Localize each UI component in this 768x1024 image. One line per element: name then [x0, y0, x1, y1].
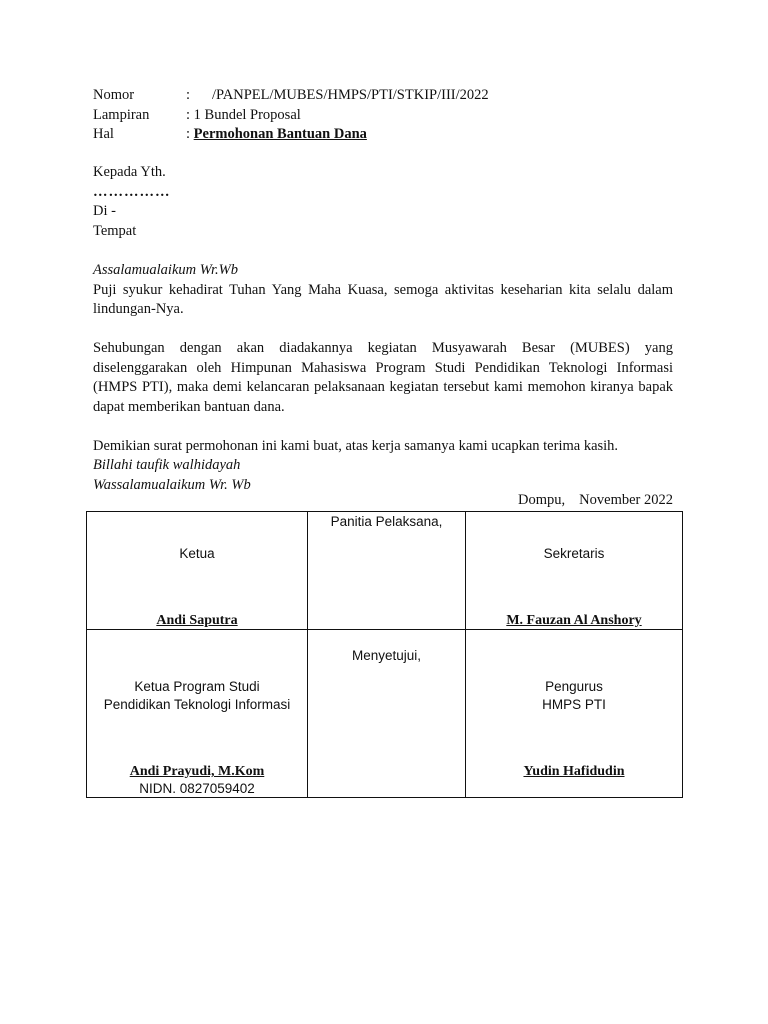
pengurus-title-1: Pengurus [545, 679, 603, 694]
ketua-name: Andi Saputra [156, 613, 238, 628]
signature-cell-kaprodi [87, 630, 308, 798]
kaprodi-title-2: Pendidikan Teknologi Informasi [103, 697, 291, 712]
lampiran-value: : 1 Bundel Proposal [186, 106, 301, 123]
signature-row-2 [87, 630, 683, 798]
signature-cell-ketua [87, 512, 308, 630]
nomor-value: /PANPEL/MUBES/HMPS/PTI/STKIP/III/2022 [212, 87, 489, 103]
menyetujui-label: Menyetujui, [351, 648, 422, 663]
hal-label: Hal [93, 126, 114, 142]
closing-2: Wassalamualaikum Wr. Wb [93, 476, 251, 493]
hal-colon: : [186, 126, 191, 142]
paragraph-2: Sehubungan dengan akan diadakannya kegiatan Musyawarah Besar (MUBES) yang diselenggarakan oleh Himpunan Mahasiswa Program Studi Pendidikan Teknologi Informasi (HMPS PTI), maka demi kelancaran pelaksanaan kegiatan tersebut kami memohon kiranya bapak dapat memberikan bantuan dana. [93, 340, 673, 415]
kaprodi-title-1: Ketua Program Studi [134, 679, 260, 694]
lampiran-label: Lampiran [93, 106, 150, 123]
pengurus-title-2: HMPS PTI [542, 697, 606, 712]
ketua-title: Ketua [179, 546, 215, 561]
sekretaris-title: Sekretaris [543, 546, 605, 561]
kaprodi-name: Andi Prayudi, M.Kom [129, 764, 265, 779]
recipient-line-3: Di - [93, 203, 116, 219]
letter-body [93, 261, 673, 495]
sekretaris-name: M. Fauzan Al Anshory [506, 613, 642, 628]
signature-row-1 [87, 512, 683, 630]
closing-1: Billahi taufik walhidayah [93, 457, 241, 473]
date-month-year: November 2022 [579, 492, 673, 508]
paragraph-1: Puji syukur kehadirat Tuhan Yang Maha Kuasa, semoga aktivitas keseharian kita selalu dalam lindungan-Nya. [93, 281, 673, 317]
signature-cell-sekretaris [466, 512, 683, 630]
signature-table [86, 511, 683, 798]
recipient-line-2: …………… [93, 183, 171, 200]
nomor-row [93, 86, 489, 106]
signature-cell-pengurus [466, 630, 683, 798]
kaprodi-nidn: NIDN. 0827059402 [139, 781, 255, 796]
pengurus-name: Yudin Hafidudin [523, 764, 625, 779]
panitia-label: Panitia Pelaksana, [330, 514, 443, 529]
date-place: Dompu, [518, 492, 566, 508]
letter-header [93, 86, 489, 145]
lampiran-row [93, 106, 489, 126]
hal-value: Permohonan Bantuan Dana [193, 126, 367, 142]
paragraph-3: Demikian surat permohonan ini kami buat, atas kerja samanya kami ucapkan terima kasih. [93, 437, 619, 454]
signature-cell-menyetujui [308, 630, 466, 798]
recipient-line-4: Tempat [93, 222, 137, 239]
nomor-colon: : [186, 87, 191, 103]
recipient-line-1: Kepada Yth. [93, 164, 166, 180]
nomor-label: Nomor [93, 87, 135, 103]
greeting: Assalamualaikum Wr.Wb [93, 262, 238, 278]
recipient-block [93, 163, 171, 241]
hal-row [93, 125, 489, 145]
letter-date [93, 491, 673, 511]
signature-cell-panitia [308, 512, 466, 630]
